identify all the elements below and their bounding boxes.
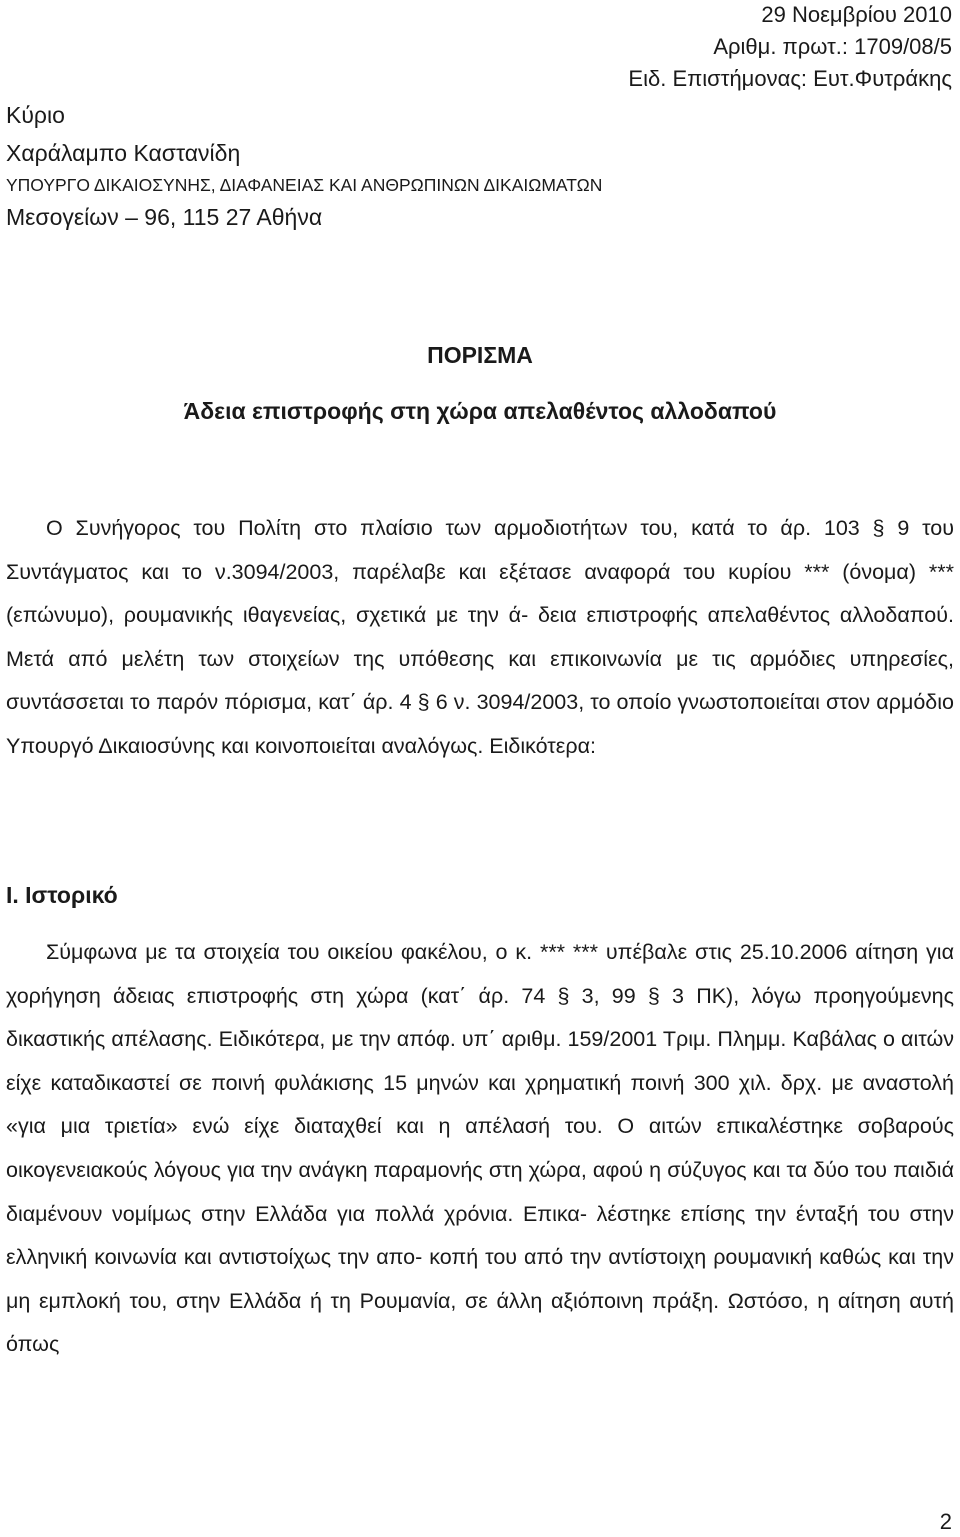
recipient-address: Μεσογείων – 96, 115 27 Αθήνα (6, 204, 323, 230)
header-protocol-number: Αριθμ. πρωτ.: 1709/08/5 (713, 34, 952, 59)
document-subtitle: Άδεια επιστροφής στη χώρα απελαθέντος αλλοδαπού (183, 398, 777, 424)
history-paragraph: Σύμφωνα με τα στοιχεία του οικείου φακέλου, ο κ. *** *** υπέβαλε στις 25.10.2006 αίτηση για χορήγηση άδειας επιστροφής στη χώρα (κατ΄ άρ. 74 § 3, 99 § 3 ΠΚ), λόγω προηγούμενης δικαστικής απέλασης. Ειδικότερα, με την απόφ. υπ΄ αριθμ. 159/2001 Τριμ. Πλημμ. Καβάλας ο αιτών είχε καταδικαστεί σε ποινή φυλάκισης 15 μηνών και χρηματική ποινή 300 χιλ. δρχ. με αναστολή «για μια τριετία» ενώ είχε διαταχθεί και η απέλασή του. Ο αιτών επικαλέστηκε σοβαρούς οικογενειακούς λόγους για την ανάγκη παραμονής στη χώρα, αφού η σύζυγος και τα δύο του παιδιά διαμένουν νομίμως στην Ελλάδα για πολλά χρόνια. Επικα- λέστηκε επίσης την ένταξή του στην ελληνική κοινωνία και αντιστοίχως την απο- κοπή του από την αντίστοιχη ρουμανική καθώς και την μη εμπλοκή του, στην Ελλάδα ή τη Ρουμανία, σε άλλη αξιόποινη πράξη. Ωστόσο, η αίτηση αυτή όπως (6, 940, 954, 1357)
document-title: ΠΟΡΙΣΜΑ (427, 342, 533, 368)
intro-paragraph-block (6, 507, 954, 769)
header-date: 29 Νοεμβρίου 2010 (761, 2, 952, 27)
intro-paragraph: Ο Συνήγορος του Πολίτη στο πλαίσιο των αρμοδιοτήτων του, κατά το άρ. 103 § 9 του Συντάγματος και το ν.3094/2003, παρέλαβε και εξέτασε αναφορά του κυρίου *** (όνομα) *** (επώνυμο), ρουμανικής ιθαγενείας, σχετικά με την ά- δεια επιστροφής απελαθέντος αλλοδαπού. Μετά από μελέτη των στοιχείων της υπόθεσης και επικοινωνία με τις αρμόδιες υπηρεσίες, συντάσσεται το παρόν πόρισμα, κατ΄ άρ. 4 § 6 ν. 3094/2003, το οποίο γνωστοποιείται στον αρμόδιο Υπουργό Δικαιοσύνης και κοινοποιείται αναλόγως. Ειδικότερα: (6, 516, 954, 758)
recipient-title: Κύριο (6, 102, 65, 128)
header-specialist: Ειδ. Επιστήμονας: Ευτ.Φυτράκης (628, 66, 952, 91)
recipient-name: Χαράλαμπο Καστανίδη (6, 140, 241, 166)
section-heading-history: Ι. Ιστορικό (6, 882, 118, 908)
page-number: 2 (939, 1509, 952, 1534)
history-paragraph-block (6, 931, 954, 1367)
recipient-ministry: ΥΠΟΥΡΓΟ ΔΙΚΑΙΟΣΥΝΗΣ, ΔΙΑΦΑΝΕΙΑΣ ΚΑΙ ΑΝΘΡΩΠΙΝΩΝ ΔΙΚΑΙΩΜΑΤΩΝ (6, 175, 603, 195)
